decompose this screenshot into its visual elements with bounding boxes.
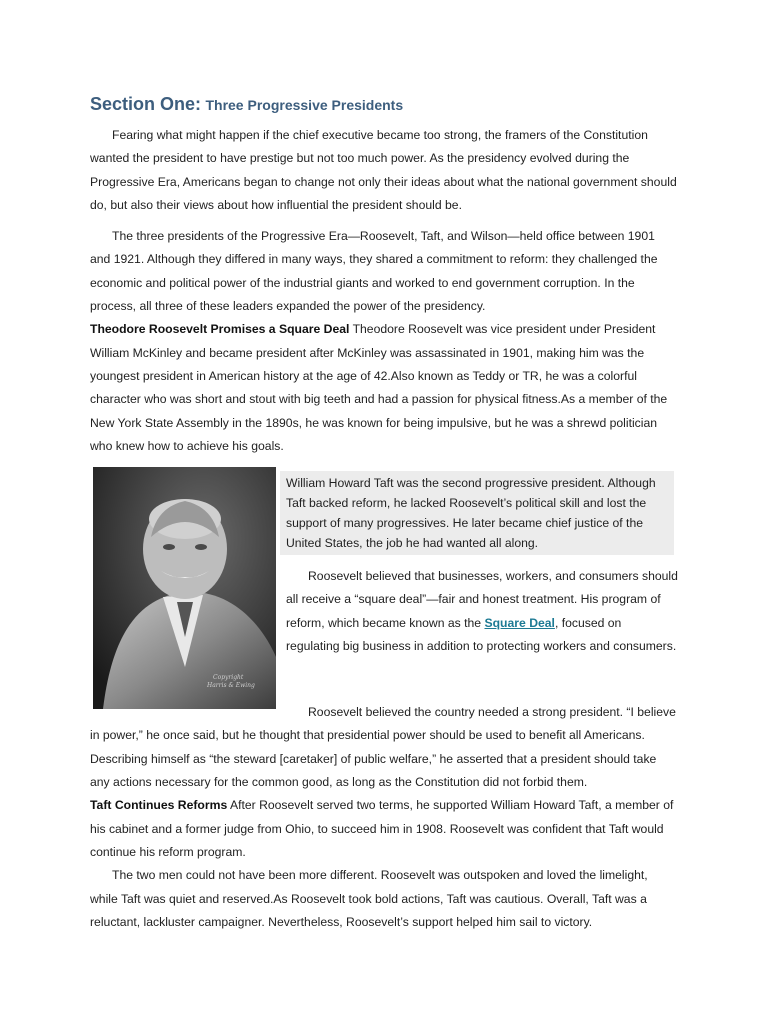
svg-text:Harris & Ewing: Harris & Ewing bbox=[207, 682, 255, 690]
square-deal-text-end: , focused on regulating big business in addition to protecting workers and consumers. bbox=[286, 615, 677, 654]
intro-paragraph: Fearing what might happen if the chief executive became too strong, the framers of the Constitution wanted the president to have prestige but not too much power. As the presidency evolved during the Progressive Era, Americans began to change not only their ideas about what the national government should do, but also their views about how influential the president should be. bbox=[90, 128, 677, 212]
square-deal-text: Roosevelt believed that businesses, workers, and consumers should all receive a “square deal”—fair and honest treatment. His program of reform, which became known as the bbox=[286, 569, 678, 630]
section-label: Section One: bbox=[90, 94, 202, 114]
roosevelt-body: Theodore Roosevelt was vice president under President William McKinley and became president after McKinley was assassinated in 1901, making him was the youngest president in American history at the age of 42.Also known as Teddy or TR, he was a colorful character who was short and stout with big teeth and had a passion for physical fitness.As a member of the New York State Assembly in the 1890s, he was known for being impulsive, but he was a shrewd politician who knew how to achieve his goals. bbox=[90, 322, 668, 453]
document-page bbox=[90, 90, 678, 934]
section-heading bbox=[90, 90, 678, 120]
taft-callout-box bbox=[280, 471, 674, 555]
taft-paragraph bbox=[90, 794, 678, 864]
strong-president-paragraph: Roosevelt believed the country needed a strong president. “I believe in power,” he once said, but he thought that presidential power should be used to benefit all Americans. Describing himself as “the steward [caretaker] of public welfare,” he asserted that a president should take any actions necessary for the common good, as long as the Constitution did not forbid them. bbox=[90, 705, 676, 790]
roosevelt-paragraph bbox=[90, 318, 678, 458]
taft-subheading: Taft Continues Reforms bbox=[90, 798, 228, 813]
taft-portrait-photo bbox=[93, 467, 276, 709]
progressive-era-paragraph: The three presidents of the Progressive Era—Roosevelt, Taft, and Wilson—held office between 1901 and 1921. Although they differed in many ways, they shared a commitment to reform: they challenged the economic and political power of the industrial giants and worked to end government corruption. In the process, all three of these leaders expanded the power of the presidency. bbox=[90, 229, 658, 314]
callout-text: William Howard Taft was the second progressive president. Although Taft backed reform, he lacked Roosevelt’s political skill and lost the support of many progressives. He later became chief justice of the United States, the job he had wanted all along. bbox=[286, 476, 656, 551]
svg-text:Copyright: Copyright bbox=[213, 674, 244, 682]
taft-figure-block bbox=[90, 459, 678, 701]
roosevelt-subheading: Theodore Roosevelt Promises a Square Deal bbox=[90, 322, 350, 337]
square-deal-link[interactable]: Square Deal bbox=[484, 615, 555, 630]
comparison-paragraph: The two men could not have been more different. Roosevelt was outspoken and loved the limelight, while Taft was quiet and reserved.As Roosevelt took bold actions, Taft was cautious. Overall, Taft was a reluctant, lackluster campaigner. Nevertheless, Roosevelt’s support helped him sail to victory. bbox=[90, 868, 648, 929]
square-deal-paragraph bbox=[286, 565, 678, 658]
section-title: Three Progressive Presidents bbox=[205, 97, 404, 113]
taft-body: After Roosevelt served two terms, he supported William Howard Taft, a member of his cabinet and a former judge from Ohio, to succeed him in 1908. Roosevelt was confident that Taft would continue his reform program. bbox=[90, 798, 674, 859]
portrait-illustration bbox=[93, 467, 276, 709]
